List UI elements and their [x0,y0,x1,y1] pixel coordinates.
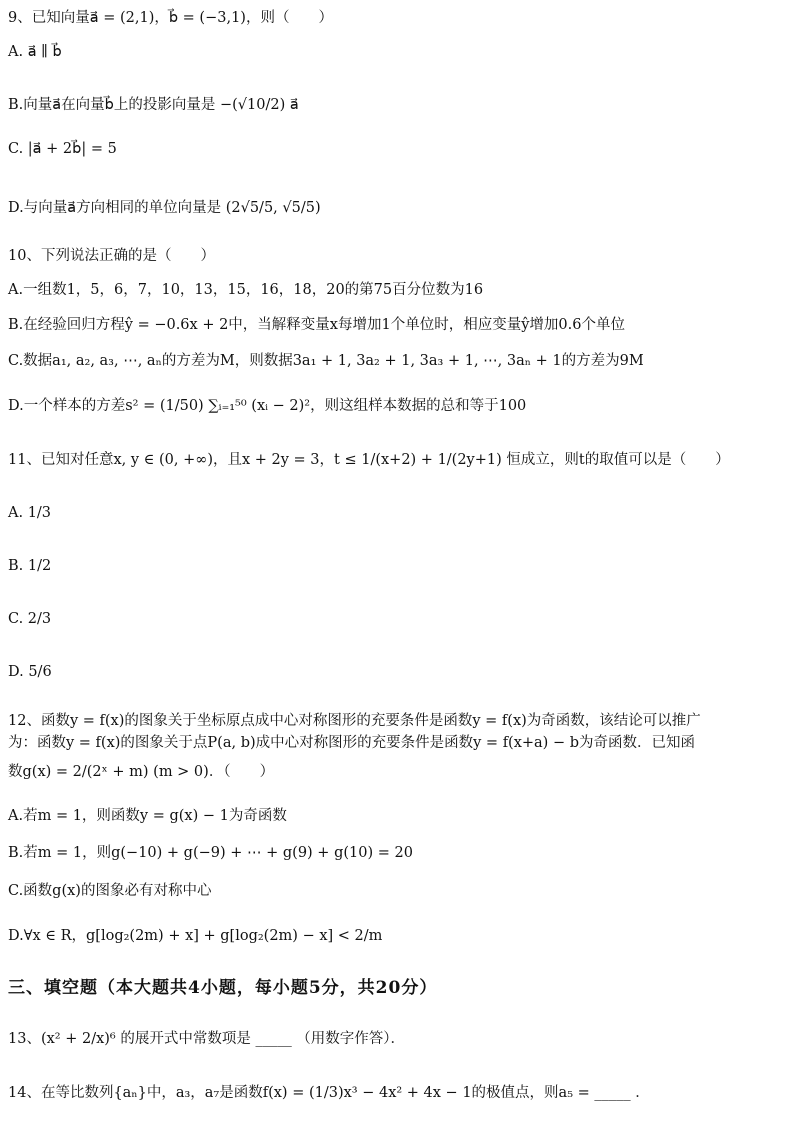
q11-option-c: C. 2/3 [8,611,52,627]
q9-option-a: A. a⃗ ∥ b⃗ [8,44,62,60]
q12-stem-line3: 数g(x) = 2/(2ˣ + m) (m > 0)．（ ） [8,764,275,780]
q10-option-b: B.在经验回归方程ŷ = −0.6x + 2中，当解释变量x每增加1个单位时，相应变量ŷ增加0.6个单位 [8,317,625,333]
q9-stem: 9、已知向量a⃗ = (2,1)，b⃗ = (−3,1)，则（ ） [8,10,333,26]
q12-stem-line1: 12、函数y = f(x)的图象关于坐标原点成中心对称图形的充要条件是函数y = f(x)为奇函数，该结论可以推广 [8,713,701,729]
q12-option-b: B.若m = 1，则g(−10) + g(−9) + ⋯ + g(9) + g(10) = 20 [8,845,413,861]
q11-option-b: B. 1/2 [8,558,52,574]
section-heading-fill-in: 三、填空题（本大题共4小题，每小题5分，共20分） [8,978,438,998]
q12-option-c: C.函数g(x)的图象必有对称中心 [8,883,212,899]
q10-option-d: D.一个样本的方差s² = (1/50) ∑ᵢ₌₁⁵⁰ (xᵢ − 2)²，则这组样本数据的总和等于100 [8,398,527,414]
q10-stem: 10、下列说法正确的是（ ） [8,248,215,264]
q9-option-b: B.向量a⃗在向量b⃗上的投影向量是 −(√10/2) a⃗ [8,97,299,113]
q11-option-d: D. 5/6 [8,664,52,680]
q12-stem-line2: 为：函数y = f(x)的图象关于点P(a, b)成中心对称图形的充要条件是函数y = f(x+a) − b为奇函数．已知函 [8,735,695,751]
q12-option-a: A.若m = 1，则函数y = g(x) − 1为奇函数 [8,808,287,824]
q11-stem: 11、已知对任意x, y ∈ (0, +∞)，且x + 2y = 3，t ≤ 1/(x+2) + 1/(2y+1) 恒成立，则t的取值可以是（ ） [8,452,730,468]
q10-option-a: A.一组数1，5，6，7，10，13，15，16，18，20的第75百分位数为16 [8,282,484,298]
q9-option-d: D.与向量a⃗方向相同的单位向量是 (2√5/5, √5/5) [8,200,321,216]
q9-option-c: C. |a⃗ + 2b⃗| = 5 [8,141,117,157]
q12-option-d: D.∀x ∈ R，g[log₂(2m) + x] + g[log₂(2m) − x] < 2/m [8,928,383,944]
q11-option-a: A. 1/3 [8,505,52,521]
q14-stem: 14、在等比数列{aₙ}中，a₃，a₇是函数f(x) = (1/3)x³ − 4x² + 4x − 1的极值点，则a₅ = _____ ． [8,1085,650,1101]
q10-option-c: C.数据a₁, a₂, a₃, ⋯, aₙ的方差为M，则数据3a₁ + 1, 3a₂ + 1, 3a₃ + 1, ⋯, 3aₙ + 1的方差为9M [8,353,644,369]
q13-stem: 13、(x² + 2/x)⁶ 的展开式中常数项是 _____ （用数字作答）． [8,1031,406,1047]
